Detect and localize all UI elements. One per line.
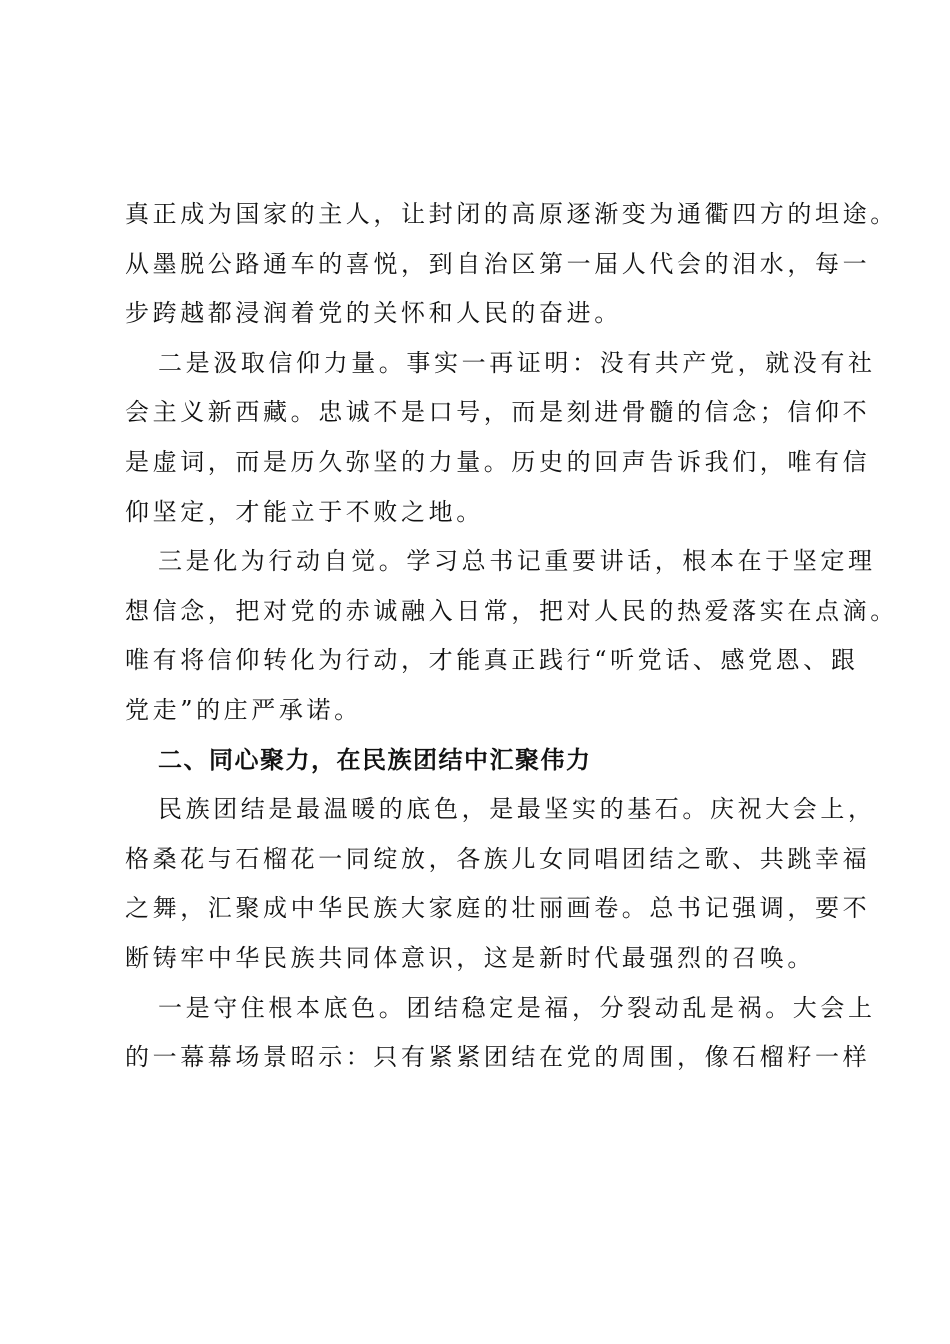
text-line: 之舞，汇聚成中华民族大家庭的壮丽画卷。总书记强调，要不 [125,894,871,923]
text-line: 格桑花与石榴花一同绽放，各族儿女同唱团结之歌、共跳幸福 [125,844,871,873]
text-line: 二是汲取信仰力量。事实一再证明：没有共产党，就没有社 [158,348,876,377]
paragraph-ethnic-unity [125,785,876,983]
text-line: 民族团结是最温暖的底色，是最坚实的基石。庆祝大会上， [158,795,876,824]
section-heading [125,736,830,786]
text-line: 唯有将信仰转化为行动，才能真正践行“听党话、感党恩、跟 [125,646,859,675]
paragraph-action [125,537,898,735]
paragraph-continuation [125,190,898,339]
text-line: 党走”的庄严承诺。 [125,695,362,724]
text-line: 从墨脱公路通车的喜悦，到自治区第一届人代会的泪水，每一 [125,249,871,278]
heading-text: 二、同心聚力，在民族团结中汇聚伟力 [158,745,592,774]
text-line: 是虚词，而是历久弥坚的力量。历史的回声告诉我们，唯有信 [125,447,871,476]
text-line: 断铸牢中华民族共同体意识，这是新时代最强烈的召唤。 [125,943,815,972]
text-line: 仰坚定，才能立于不败之地。 [125,497,484,526]
paragraph-faith-strength [125,339,876,537]
text-line: 步跨越都浸润着党的关怀和人民的奋进。 [125,299,622,328]
text-line: 一是守住根本底色。团结稳定是福，分裂动乱是祸。大会上 [158,993,876,1022]
text-line: 想信念，把对党的赤诚融入日常，把对人民的热爱落实在点滴。 [125,596,898,625]
paragraph-foundation [125,984,876,1083]
text-line: 真正成为国家的主人，让封闭的高原逐渐变为通衢四方的坦途。 [125,200,898,228]
text-line: 三是化为行动自觉。学习总书记重要讲话，根本在于坚定理 [158,547,876,576]
text-line: 会主义新西藏。忠诚不是口号，而是刻进骨髓的信念；信仰不 [125,398,871,427]
document-body [125,190,898,1083]
text-line: 的一幕幕场景昭示：只有紧紧团结在党的周围，像石榴籽一样 [125,1043,871,1072]
